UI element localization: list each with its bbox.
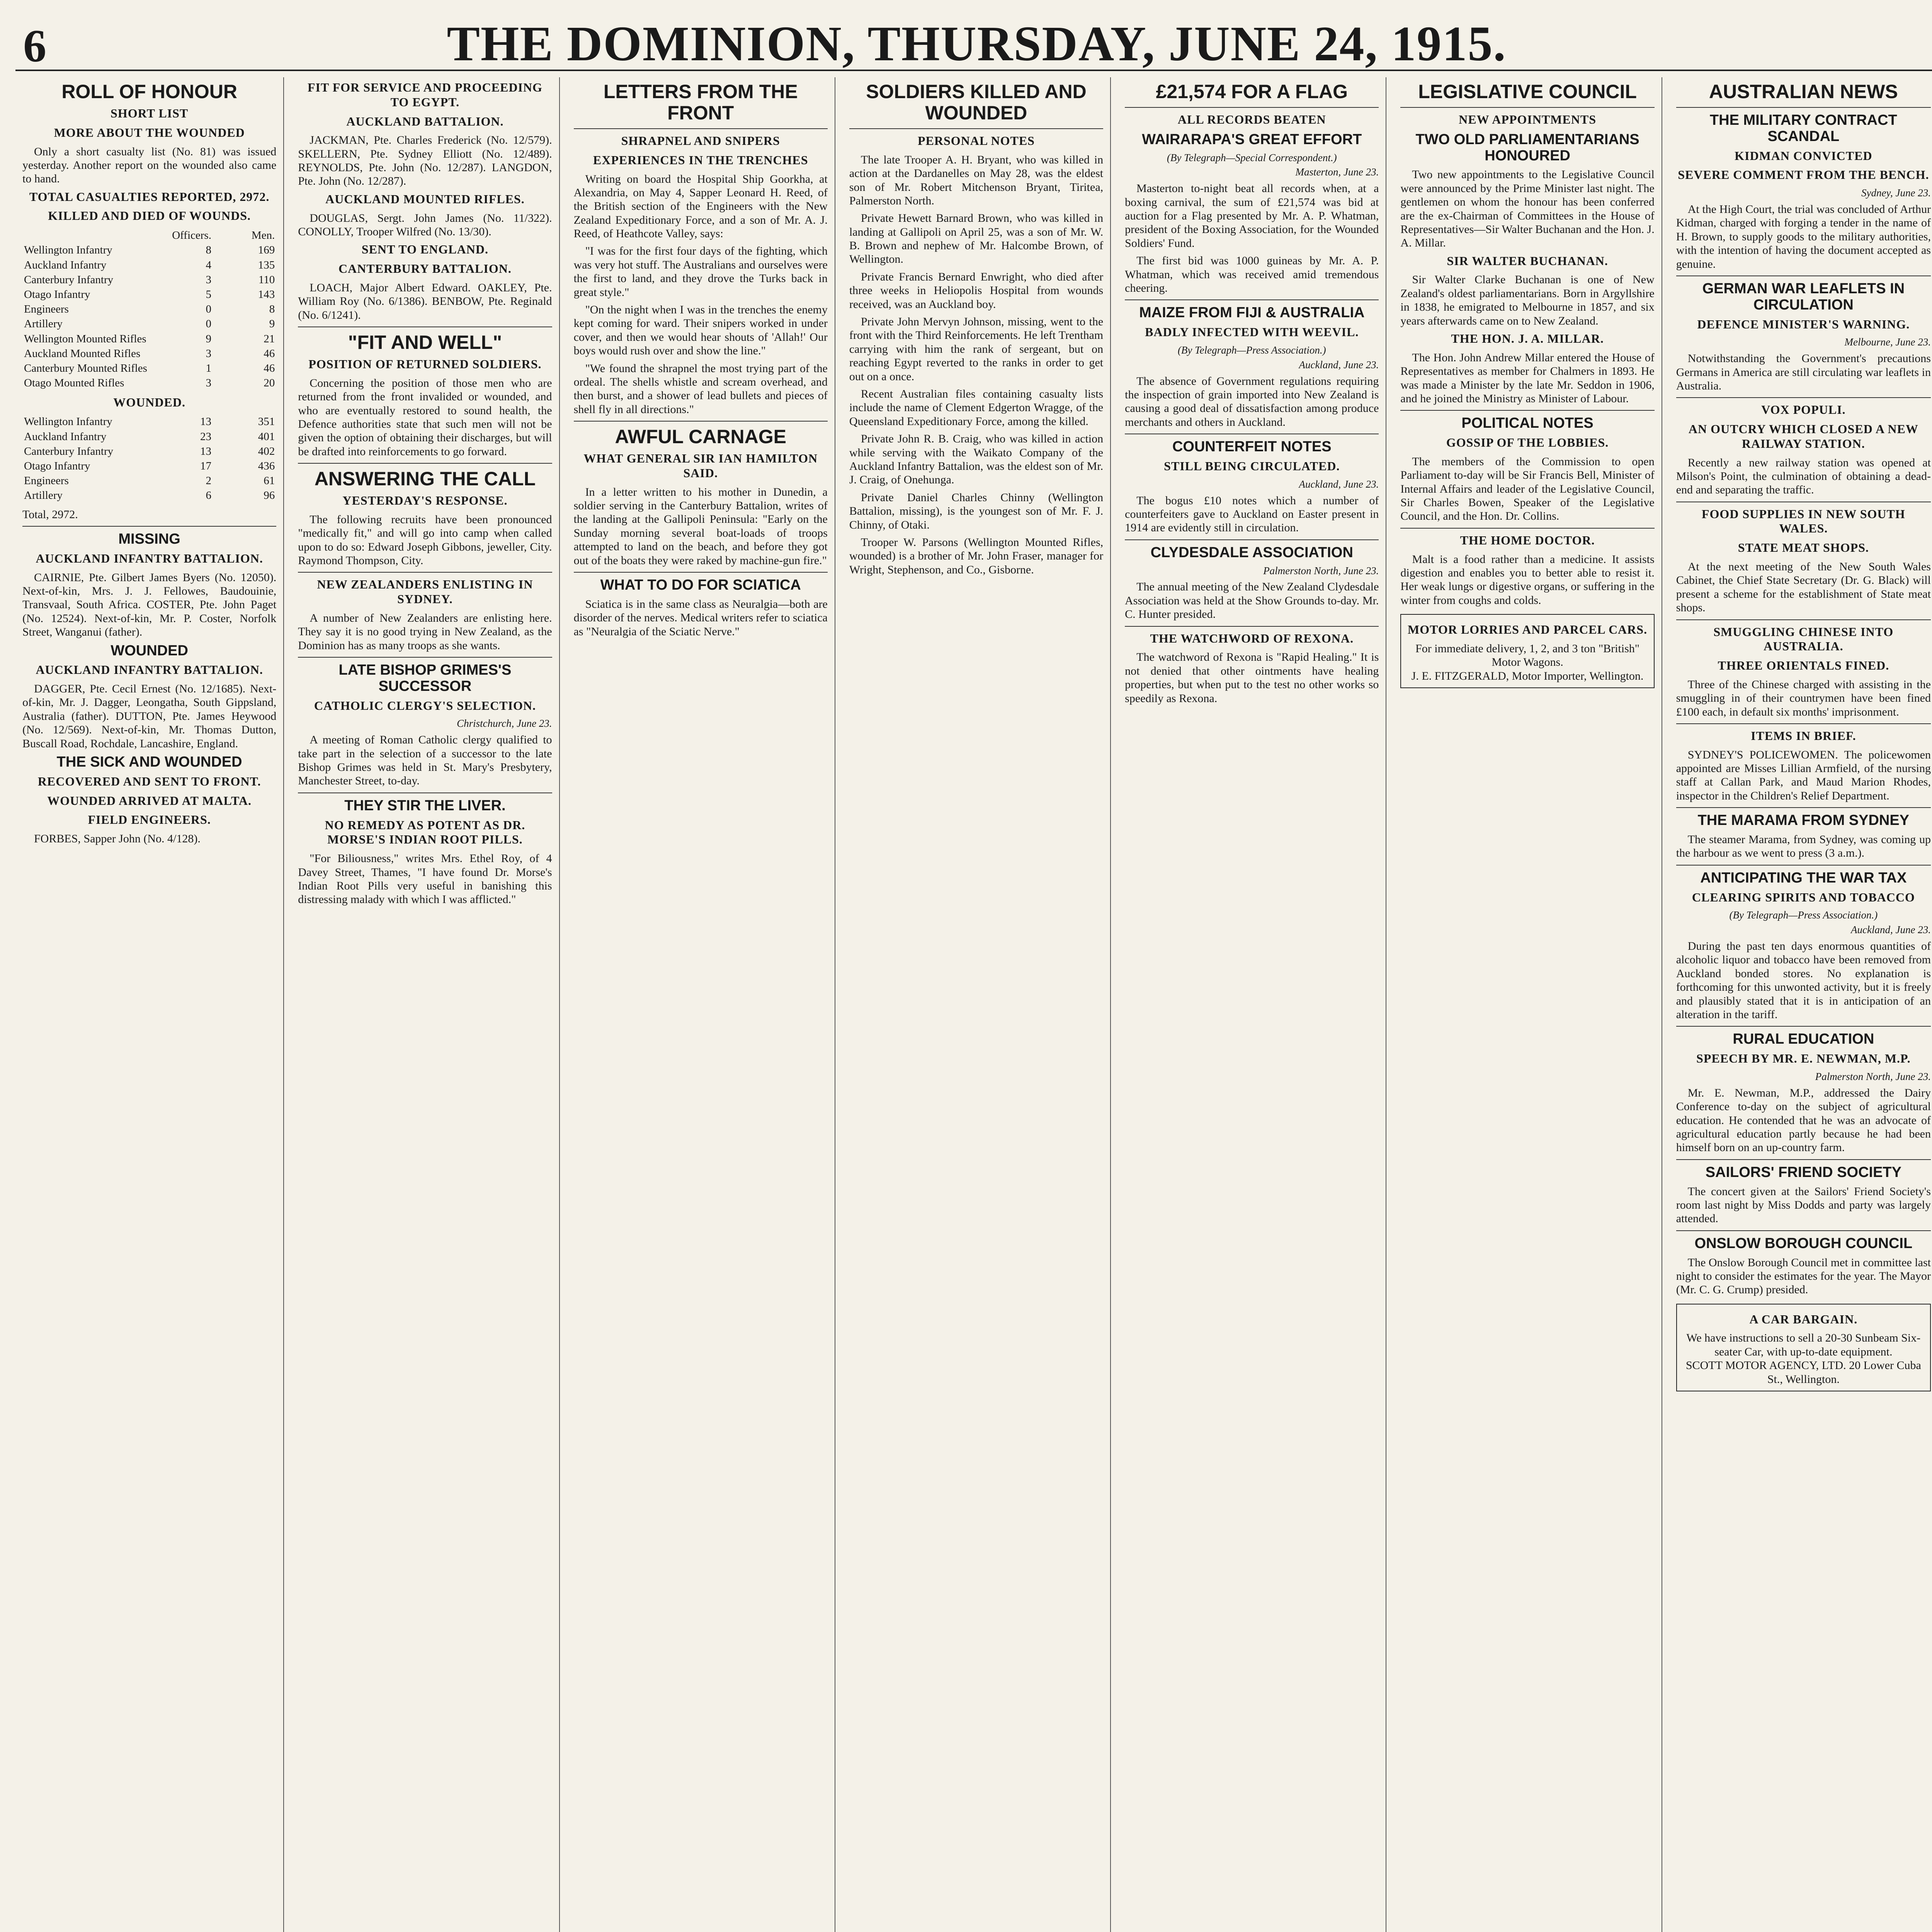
car-bargain-text: We have instructions to sell a 20-30 Sunbeam Six-seater Car, with up-to-date equipment. bbox=[1686, 1332, 1921, 1358]
flag-text-2: The first bid was 1000 guineas by Mr. A. P. Whatman, which was received amid tremendous cheering. bbox=[1125, 254, 1379, 294]
clergy-selection-sub: CATHOLIC CLERGY'S SELECTION. bbox=[314, 698, 536, 713]
divider bbox=[1400, 528, 1654, 529]
political-text: The members of the Commission to open Parliament to-day will be Sir Francis Bell, Minister of Internal Affairs and leader of the Legislative Council, Sir Charles Bowen, Speaker of the Legislative Council, and the Hon. Dr. Collins. bbox=[1400, 455, 1655, 523]
meat-shops-sub: STATE MEAT SHOPS. bbox=[1738, 541, 1869, 555]
rural-education-headline: RURAL EDUCATION bbox=[1733, 1031, 1874, 1048]
motor-lorries-ad bbox=[1400, 614, 1654, 688]
letters-text-2: "I was for the first four days of the fighting, which was very hot stuff. The Australians and ourselves were the first to land, and they drove the Turks back in great style." bbox=[573, 245, 828, 299]
divider bbox=[298, 463, 552, 464]
lobbies-sub: GOSSIP OF THE LOBBIES. bbox=[1446, 435, 1609, 450]
marama-text: The steamer Marama, from Sydney, was coming up the harbour as we went to press (3 a.m.). bbox=[1676, 833, 1931, 860]
table-row: Wellington Infantry 8 169 bbox=[24, 244, 275, 257]
canterbury-text: LOACH, Major Albert Edward. OAKLEY, Pte. William Roy (No. 6/1386). BENBOW, Pte. Reginald (No. 6/1241). bbox=[298, 281, 552, 321]
maize-headline: MAIZE FROM FIJI & AUSTRALIA bbox=[1139, 304, 1365, 321]
divider bbox=[1676, 723, 1931, 724]
rural-text: Mr. E. Newman, M.P., addressed the Dairy Conference to-day on the subject of agricultural education. He contended that he was an advocate of agricultural education partly because he had been himself born on an up-country farm. bbox=[1676, 1086, 1931, 1154]
column-fit-for-service bbox=[291, 77, 560, 1932]
personal-notes-sub: PERSONAL NOTES bbox=[918, 134, 1035, 148]
appointments-sub: NEW APPOINTMENTS bbox=[1459, 112, 1597, 126]
german-leaflets-headline: GERMAN WAR LEAFLETS IN CIRCULATION bbox=[1702, 280, 1905, 313]
car-bargain-ad bbox=[1676, 1304, 1931, 1391]
killed-table-header bbox=[22, 228, 276, 243]
counterfeit-headline: COUNTERFEIT NOTES bbox=[1172, 439, 1332, 455]
wounded-heading: WOUNDED. bbox=[113, 395, 185, 409]
german-dateline: Melbourne, June 23. bbox=[1844, 336, 1931, 348]
killed-heading: KILLED AND DIED OF WOUNDS. bbox=[48, 209, 251, 223]
clydesdale-dateline: Palmerston North, June 23. bbox=[1263, 565, 1379, 577]
flag-headline: £21,574 FOR A FLAG bbox=[1156, 81, 1348, 102]
page-number: 6 bbox=[23, 20, 46, 71]
divider bbox=[1676, 807, 1931, 808]
food-text: At the next meeting of the New South Wales Cabinet, the Chief State Secretary (Dr. G. Black) will present a scheme for the establishment of State meat shops. bbox=[1676, 560, 1931, 614]
weevil-text: The absence of Government regulations requiring the inspection of grain imported into New Zealand is causing a good deal of dissatisfaction among produce merchants and others in Auckland. bbox=[1125, 374, 1379, 429]
column-flag-auction bbox=[1118, 77, 1386, 1932]
kidman-dateline: Sydney, June 23. bbox=[1861, 187, 1931, 199]
weevil-sub: BADLY INFECTED WITH WEEVIL. bbox=[1145, 325, 1359, 339]
table-row: Engineers 0 8 bbox=[24, 303, 275, 316]
divider bbox=[1125, 299, 1379, 300]
hamilton-sub: WHAT GENERAL SIR IAN HAMILTON SAID. bbox=[583, 451, 818, 480]
table-row: Artillery 0 9 bbox=[24, 318, 275, 330]
table-row: Wellington Mounted Rifles 9 21 bbox=[24, 332, 275, 345]
table-row: Artillery 6 96 bbox=[24, 489, 275, 502]
vox-text: Recently a new railway station was opened at Milson's Point, the culmination of obtaining a dead-end and separating the traffic. bbox=[1676, 456, 1931, 497]
newman-speech-sub: SPEECH BY MR. E. NEWMAN, M.P. bbox=[1696, 1051, 1911, 1066]
food-supplies-headline: FOOD SUPPLIES IN NEW SOUTH WALES. bbox=[1701, 507, 1905, 536]
killed-wounded-headline: SOLDIERS KILLED AND WOUNDED bbox=[866, 81, 1087, 124]
smuggling-headline: SMUGGLING CHINESE INTO AUSTRALIA. bbox=[1713, 624, 1894, 653]
counterfeit-dateline: Auckland, June 23. bbox=[1299, 478, 1379, 490]
auckland-battalion-text: JACKMAN, Pte. Charles Frederick (No. 12/579). SKELLERN, Pte. Sydney Elliott (No. 12/489). REYNOLDS, Pte. John (No. 12/287). LANGDON, Pte. John (No. 12/287). bbox=[298, 134, 552, 188]
table-row: Canterbury Mounted Rifles 1 46 bbox=[24, 362, 275, 375]
divider bbox=[1125, 626, 1379, 627]
auckland-battalion-heading: AUCKLAND BATTALION. bbox=[346, 114, 504, 128]
masthead bbox=[15, 12, 1932, 71]
rexona-text: The watchword of Rexona is "Rapid Healing." It is not denied that other ointments have healing properties, but when put to the test no other works so speedily as Rexona. bbox=[1125, 651, 1379, 705]
divider bbox=[1400, 410, 1654, 411]
divider bbox=[22, 526, 276, 527]
war-tax-byline: (By Telegraph—Press Association.) bbox=[1729, 909, 1878, 921]
missing-unit: AUCKLAND INFANTRY BATTALION. bbox=[36, 551, 263, 565]
grimes-dateline: Christchurch, June 23. bbox=[457, 718, 552, 730]
roll-of-honour-headline: ROLL OF HONOUR bbox=[61, 81, 237, 102]
clydesdale-text: The annual meeting of the New Zealand Clydesdale Association was held at the Show Grounds to-day. Mr. C. Hunter presided. bbox=[1125, 580, 1379, 621]
australian-news-headline: AUSTRALIAN NEWS bbox=[1709, 81, 1898, 102]
table-row: Canterbury Infantry 13 402 bbox=[24, 445, 275, 457]
ad-signature: J. E. FITZGERALD, Motor Importer, Wellington. bbox=[1411, 669, 1644, 682]
column-roll-of-honour bbox=[15, 77, 284, 1932]
divider bbox=[574, 128, 828, 129]
counterfeit-sub: STILL BEING CIRCULATED. bbox=[1164, 459, 1340, 473]
flag-dateline: Masterton, June 23. bbox=[1295, 166, 1379, 178]
wounded-sub: MORE ABOUT THE WOUNDED bbox=[54, 125, 245, 139]
liver-text: "For Biliousness," writes Mrs. Ethel Roy, of 4 Davey Street, Thames, "I have found Dr. Morse's Indian Root Pills very useful in banishing this distressing malady with which I was afflicted." bbox=[298, 852, 552, 906]
missing-headline: MISSING bbox=[118, 531, 180, 548]
divider bbox=[1676, 1159, 1931, 1160]
col-men: Men. bbox=[251, 229, 275, 242]
sent-to-england-heading: SENT TO ENGLAND. bbox=[361, 242, 488, 257]
items-text: SYDNEY'S POLICEWOMEN. The policewomen appointed are Misses Lillian Armfield, of the nursing staff at Callan Park, and Maud Marion Rhodes, inspector in the Children's Relief Department. bbox=[1676, 748, 1931, 802]
rural-dateline: Palmerston North, June 23. bbox=[1815, 1070, 1931, 1082]
auckland-rifles-heading: AUCKLAND MOUNTED RIFLES. bbox=[325, 192, 525, 206]
table-row: Wellington Infantry 13 351 bbox=[24, 415, 275, 428]
personal-note: Recent Australian files containing casualty lists include the name of Clement Edgerton Wragge, of the Queensland Expeditionary Force, among the killed. bbox=[849, 388, 1104, 428]
grimes-text: A meeting of Roman Catholic clergy qualified to take part in the selection of a successor to the late Bishop Grimes was held in St. Mary's Presbytery, Manchester Street, to-day. bbox=[298, 733, 552, 787]
military-contract-headline: THE MILITARY CONTRACT SCANDAL bbox=[1709, 112, 1897, 145]
canterbury-heading: CANTERBURY BATTALION. bbox=[338, 262, 512, 276]
root-pills-sub: NO REMEDY AS POTENT AS DR. MORSE'S INDIAN ROOT PILLS. bbox=[325, 818, 526, 847]
table-row: Auckland Mounted Rifles 3 46 bbox=[24, 347, 275, 360]
returned-soldiers-sub: POSITION OF RETURNED SOLDIERS. bbox=[308, 357, 542, 371]
german-text: Notwithstanding the Government's precautions Germans in America are still circulating war leaflets in Australia. bbox=[1676, 352, 1931, 392]
wounded-text: DAGGER, Pte. Cecil Ernest (No. 12/1685). Next-of-kin, Mr. J. Dagger, Leongatha, South Gippsland, Australia (father). DUTTON, Pte. James Heywood (No. 12/569). Next-of-kin, Mr. Thomas Dutton, Buscall Road, Rochdale, Lancashire, England. bbox=[22, 682, 277, 750]
malta-heading: WOUNDED ARRIVED AT MALTA. bbox=[47, 793, 252, 808]
column-australian-news bbox=[1669, 77, 1932, 1932]
defence-warning-sub: DEFENCE MINISTER'S WARNING. bbox=[1697, 317, 1910, 331]
trenches-sub: EXPERIENCES IN THE TRENCHES bbox=[593, 153, 808, 167]
flag-text-1: Masterton to-night beat all records when, at a boxing carnival, the sum of £21,574 was bid at auction for a Flag presented by Mr. A. P. Whatman, president of the Boxing Association, for the Wounded Soldiers' Fund. bbox=[1125, 182, 1379, 250]
weevil-dateline: Auckland, June 23. bbox=[1299, 359, 1379, 371]
divider bbox=[1125, 539, 1379, 540]
vox-populi-headline: VOX POPULI. bbox=[1761, 403, 1846, 417]
table-row: Engineers 2 61 bbox=[24, 474, 275, 487]
smuggling-text: Three of the Chinese charged with assisting in the smuggling in of their countrymen have been fined £100 each, in default six months' imprisonment. bbox=[1676, 678, 1931, 718]
personal-note: Private Francis Bernard Enwright, who died after three weeks in Heliopolis Hospital from wounds received, was an Auckland boy. bbox=[849, 270, 1104, 311]
war-tax-dateline: Auckland, June 23. bbox=[1851, 924, 1931, 936]
millar-text: The Hon. John Andrew Millar entered the House of Representatives as member for Chalmers in 1893. He was made a Minister by the late Mr. Seddon in 1906, and he joined the Ministry as Minister of Labour. bbox=[1400, 351, 1655, 405]
sciatica-text: Sciatica is in the same class as Neuralgia—both are disorder of the nerves. Medical writers refer to sciatica as "Neuralgia of the Sciatic Nerve." bbox=[573, 597, 828, 638]
personal-note: Private John Mervyn Johnson, missing, went to the front with the Third Reinforcements. He left Trentham carrying with him the rank of sergeant, but on reaching Egypt reverted to the ranks in order to get out on a once. bbox=[849, 315, 1104, 383]
divider bbox=[1676, 1026, 1931, 1027]
buchanan-text: Sir Walter Clarke Buchanan is one of New Zealand's oldest parliamentarians. Born in Argyllshire in 1838, he emigrated to Melbourne in 1857, and six years afterwards came on to New Zealand. bbox=[1400, 273, 1655, 327]
column-letters-front bbox=[567, 77, 835, 1932]
flag-byline: (By Telegraph—Special Correspondent.) bbox=[1167, 151, 1337, 163]
home-doctor-heading: THE HOME DOCTOR. bbox=[1460, 533, 1595, 547]
auckland-rifles-text: DOUGLAS, Sergt. John James (No. 11/322). CONOLLY, Trooper Wilfred (No. 13/30). bbox=[298, 211, 552, 238]
war-tax-headline: ANTICIPATING THE WAR TAX bbox=[1700, 869, 1907, 886]
council-text: Two new appointments to the Legislative Council were announced by the Prime Minister last night. The gentlemen on whom the honour has been conferred are the ex-Chairman of Committees in the House of Representatives—Sir Walter Buchanan and the Hon. J. A. Millar. bbox=[1400, 168, 1655, 250]
newspaper-title: THE DOMINION, THURSDAY, JUNE 24, 1915. bbox=[447, 16, 1507, 71]
marama-headline: THE MARAMA FROM SYDNEY bbox=[1697, 812, 1910, 829]
short-list-sub: SHORT LIST bbox=[111, 106, 189, 120]
buchanan-heading: SIR WALTER BUCHANAN. bbox=[1447, 253, 1608, 268]
severe-comment-sub: SEVERE COMMENT FROM THE BENCH. bbox=[1678, 168, 1929, 182]
divider bbox=[1676, 107, 1931, 108]
millar-heading: THE HON. J. A. MILLAR. bbox=[1451, 332, 1604, 345]
table-row: Auckland Infantry 4 135 bbox=[24, 259, 275, 271]
onslow-council-headline: ONSLOW BOROUGH COUNCIL bbox=[1694, 1235, 1913, 1252]
items-brief-headline: ITEMS IN BRIEF. bbox=[1751, 728, 1856, 743]
divider bbox=[1676, 619, 1931, 620]
wounded-headline: WOUNDED bbox=[111, 642, 188, 659]
stir-liver-headline: THEY STIR THE LIVER. bbox=[344, 797, 506, 814]
wounded-unit: AUCKLAND INFANTRY BATTALION. bbox=[36, 663, 263, 677]
sailors-text: The concert given at the Sailors' Friend Society's room last night by Miss Dodds and party was largely attended. bbox=[1676, 1185, 1931, 1225]
personal-note: Private Hewett Barnard Brown, who was killed in landing at Gallipoli on April 25, was a son of Mr. W. B. Brown and nephew of Mr. Halcombe Brown, of Wellington. bbox=[849, 212, 1104, 266]
shrapnel-sub: SHRAPNEL AND SNIPERS bbox=[621, 134, 780, 148]
records-beaten-sub: ALL RECORDS BEATEN bbox=[1177, 112, 1326, 126]
ad-headline: MOTOR LORRIES AND PARCEL CARS. bbox=[1408, 622, 1648, 637]
orientals-fined-sub: THREE ORIENTALS FINED. bbox=[1718, 658, 1889, 673]
answering-call-headline: ANSWERING THE CALL bbox=[314, 468, 536, 490]
totals-heading: TOTAL CASUALTIES REPORTED, 2972. bbox=[29, 189, 270, 204]
weevil-byline: (By Telegraph—Press Association.) bbox=[1177, 344, 1326, 356]
table-row: Otago Infantry 17 436 bbox=[24, 459, 275, 472]
clydesdale-headline: CLYDESDALE ASSOCIATION bbox=[1150, 544, 1353, 561]
awful-carnage-text: In a letter written to his mother in Dunedin, a soldier serving in the Canterbury Battalion, writes of the landing at the Gallipoli Peninsula: "Early on the Sunday morning several boat-loads of troops attempted to land on the beach, and before they got out of the boats they were raked by machine-gun fire." bbox=[573, 485, 828, 567]
returned-soldiers-text: Concerning the position of those men who are returned from the front invalided or wounded, and who are eventually restored to sound health, the Defence authorities state that such men will not be given the option of obtaining their discharges, but will be drafted into reinforcements to go forward. bbox=[298, 376, 552, 458]
divider bbox=[1676, 865, 1931, 866]
wounded-table bbox=[22, 414, 276, 503]
divider bbox=[1125, 107, 1379, 108]
nz-enlisting-headline: NEW ZEALANDERS ENLISTING IN SYDNEY. bbox=[317, 577, 533, 606]
sailors-friend-headline: SAILORS' FRIEND SOCIETY bbox=[1705, 1164, 1901, 1180]
political-notes-headline: POLITICAL NOTES bbox=[1461, 415, 1594, 432]
table-row: Otago Mounted Rifles 3 20 bbox=[24, 377, 275, 389]
bishop-grimes-headline: LATE BISHOP GRIMES'S SUCCESSOR bbox=[338, 662, 512, 694]
legislative-council-headline: LEGISLATIVE COUNCIL bbox=[1418, 81, 1637, 102]
kidman-sub: KIDMAN CONVICTED bbox=[1735, 148, 1872, 163]
car-bargain-signature: SCOTT MOTOR AGENCY, LTD. 20 Lower Cuba St., Wellington. bbox=[1685, 1359, 1921, 1386]
divider bbox=[574, 572, 828, 573]
letters-text-1: Writing on board the Hospital Ship Goorkha, at Alexandria, on May 4, Sapper Leonard H. Reed, of the British section of the Engineers with the New Zealand Expeditionary Force, and a son of Mr. A. J. Reed, of Heathcote Valley, says: bbox=[573, 172, 828, 240]
sick-headline: THE SICK AND WOUNDED bbox=[56, 754, 242, 770]
spirits-tobacco-sub: CLEARING SPIRITS AND TOBACCO bbox=[1692, 890, 1915, 904]
fit-and-well-headline: "FIT AND WELL" bbox=[348, 332, 502, 354]
divider bbox=[849, 128, 1103, 129]
malta-text: FORBES, Sapper John (No. 4/128). bbox=[34, 832, 201, 845]
missing-text: CAIRNIE, Pte. Gilbert James Byers (No. 12050). Next-of-kin, Mrs. J. J. Fellowes, Baudouinie, Transvaal, South Africa. COSTER, Pte. John Paget (No. 12524). Next-of-kin, Mr. P. Coster, Norfolk Street, Wanganui (father). bbox=[22, 571, 277, 639]
personal-note: Private Daniel Charles Chinny (Wellington Battalion, missing), is the youngest son of Mr. F. J. Chinny, of Otaki. bbox=[849, 491, 1104, 531]
divider bbox=[574, 421, 828, 422]
home-doctor-text: Malt is a food rather than a medicine. It assists digestion and enables you to better able to resist it. Her weak lungs or digestive organs, or suffering in the winter from coughs and colds. bbox=[1400, 553, 1655, 607]
rexona-headline: THE WATCHWORD OF REXONA. bbox=[1150, 631, 1354, 645]
divider bbox=[1400, 107, 1654, 108]
divider bbox=[298, 657, 552, 658]
column-legislative-council bbox=[1393, 77, 1662, 1932]
personal-note: Private John R. B. Craig, who was killed in action while serving with the Waikato Company of the Auckland Infantry Battalion, was the eldest son of Mr. J. Craig, of Onehunga. bbox=[849, 432, 1104, 486]
wairarapa-headline: WAIRARAPA'S GREAT EFFORT bbox=[1142, 131, 1362, 148]
response-sub: YESTERDAY'S RESPONSE. bbox=[342, 493, 508, 508]
divider bbox=[1676, 1230, 1931, 1231]
page-columns bbox=[15, 77, 1932, 1932]
sciatica-headline: WHAT TO DO FOR SCIATICA bbox=[600, 577, 801, 593]
divider bbox=[298, 572, 552, 573]
letters-text-3: "On the night when I was in the trenches the enemy kept coming for ward. Their snipers worked in under cover, and then we would hear shouts of 'Allah!' Our boys would rush over and show the line." bbox=[573, 303, 828, 357]
roll-intro: Only a short casualty list (No. 81) was issued yesterday. Another report on the wounded also came to hand. bbox=[22, 145, 277, 185]
ad-text: For immediate delivery, 1, 2, and 3 ton "British" Motor Wagons. bbox=[1415, 642, 1640, 669]
response-text: The following recruits have been pronounced "medically fit," and will go into camp when called upon to do so: Edward Joseph Gibbons, jeweller, City. Raymond Thompson, City. bbox=[298, 513, 552, 567]
total-casualties: Total, 2972. bbox=[22, 508, 78, 521]
letters-front-headline: LETTERS FROM THE FRONT bbox=[603, 81, 798, 124]
car-bargain-headline: A CAR BARGAIN. bbox=[1749, 1312, 1858, 1326]
railway-sub: AN OUTCRY WHICH CLOSED A NEW RAILWAY STATION. bbox=[1688, 422, 1918, 451]
table-row: Otago Infantry 5 143 bbox=[24, 288, 275, 301]
personal-note: The late Trooper A. H. Bryant, who was killed in action at the Dardanelles on May 28, was the eldest son of Mr. Robert Mitchenson Bryant, Tiritea, Palmerston North. bbox=[849, 153, 1104, 207]
onslow-text: The Onslow Borough Council met in committee last night to consider the estimates for the year. The Mayor (Mr. C. G. Crump) presided. bbox=[1676, 1256, 1931, 1296]
nz-enlisting-text: A number of New Zealanders are enlisting here. They say it is no good trying in New Zealand, as the Dominion has as many troops as she wants. bbox=[298, 611, 552, 652]
sick-sub: RECOVERED AND SENT TO FRONT. bbox=[37, 774, 261, 788]
counterfeit-text: The bogus £10 notes which a number of counterfeiters gave to Auckland on Easter present in 1914 are evidently still in circulation. bbox=[1125, 494, 1379, 534]
malta-unit: FIELD ENGINEERS. bbox=[88, 813, 211, 827]
divider bbox=[1676, 397, 1931, 398]
awful-carnage-headline: AWFUL CARNAGE bbox=[615, 426, 786, 448]
table-row: Canterbury Infantry 3 110 bbox=[24, 273, 275, 286]
fit-for-service-headline: FIT FOR SERVICE AND PROCEEDING TO EGYPT. bbox=[307, 80, 543, 109]
column-killed-wounded bbox=[842, 77, 1111, 1932]
kidman-text: At the High Court, the trial was concluded of Arthur Kidman, charged with forging a tender in the name of H. Brown, to supply goods to the military authorities, with the intention of having the document accepted as genuine. bbox=[1676, 202, 1931, 270]
col-officers: Officers. bbox=[172, 229, 211, 242]
table-row: Auckland Infantry 23 401 bbox=[24, 430, 275, 443]
war-tax-text: During the past ten days enormous quantities of alcoholic liquor and tobacco have been removed from Auckland bonded stores. No explanation is forthcoming for this unwonted activity, but it is freely and plausibly stated that it is in anticipation of an alteration in the tariff. bbox=[1676, 940, 1931, 1021]
letters-text-4: "We found the shrapnel the most trying part of the ordeal. The shells whistle and scream overhead, and then burst, and a shower of lead bullets and pieces of shell fly in all directions." bbox=[573, 362, 828, 416]
killed-table bbox=[22, 228, 276, 390]
parliamentarians-headline: TWO OLD PARLIAMENTARIANS HONOURED bbox=[1415, 131, 1639, 164]
personal-note: Trooper W. Parsons (Wellington Mounted Rifles, wounded) is a brother of Mr. John Fraser, manager for Wright, Stephenson, and Co., Gisborne. bbox=[849, 536, 1104, 576]
